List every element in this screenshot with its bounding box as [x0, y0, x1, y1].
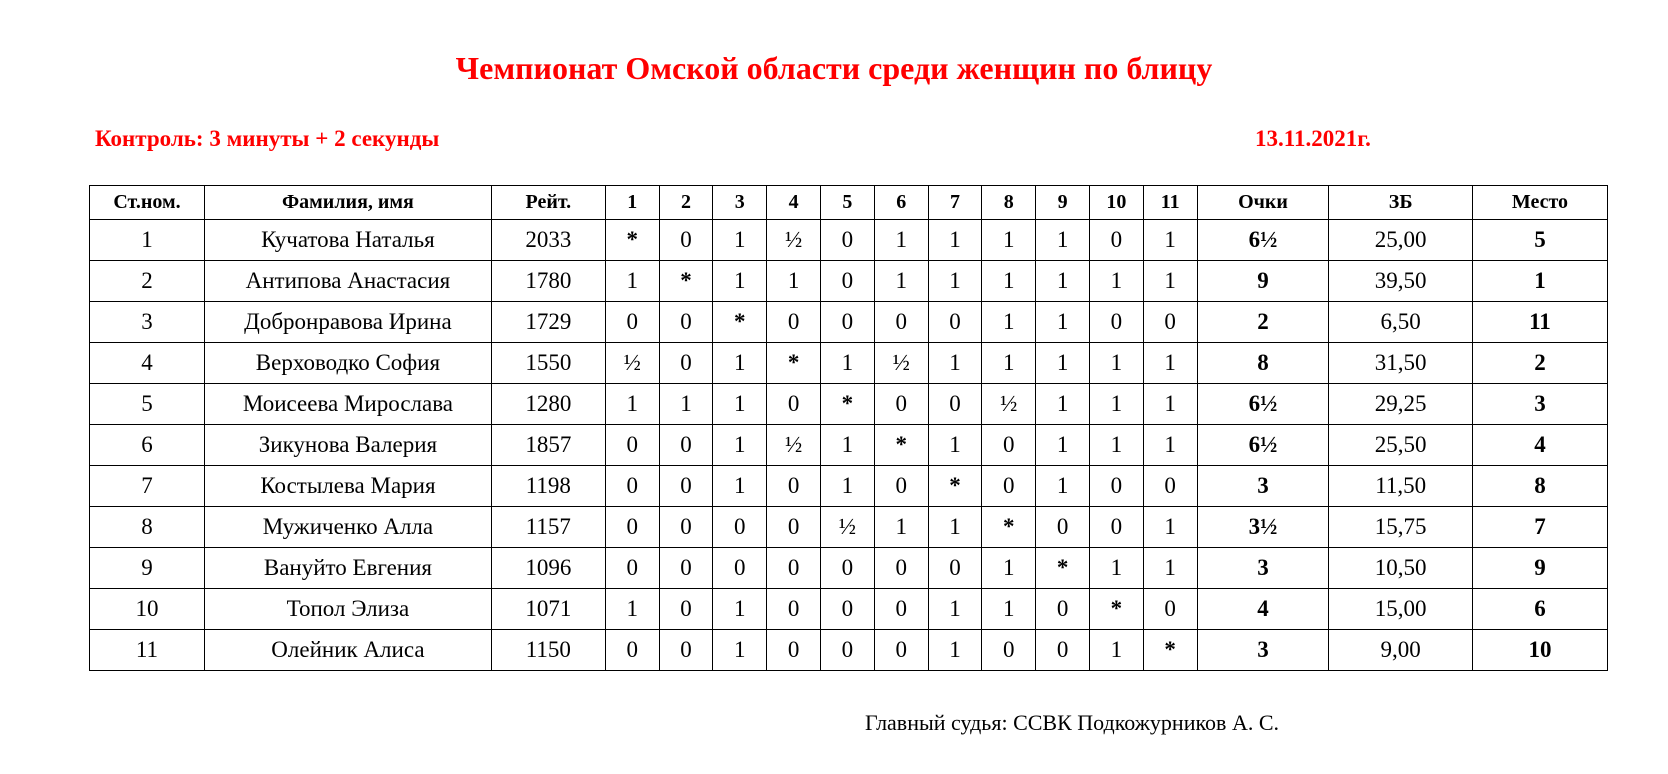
- result-cell: 1: [821, 343, 875, 384]
- table-row: [90, 302, 1608, 343]
- result-cell: 1: [928, 425, 982, 466]
- player-name-cell: Моисеева Мирослава: [204, 384, 491, 425]
- result-cell: 1: [713, 384, 767, 425]
- result-cell: *: [982, 507, 1036, 548]
- result-cell: 1: [1089, 630, 1143, 671]
- result-cell: 1: [713, 261, 767, 302]
- result-cell: 1: [1143, 220, 1197, 261]
- result-cell: ½: [767, 220, 821, 261]
- result-cell: 1: [928, 589, 982, 630]
- crosstable: [89, 185, 1608, 671]
- place-cell: 6: [1472, 589, 1607, 630]
- result-cell: 0: [659, 302, 713, 343]
- result-cell: 0: [1089, 302, 1143, 343]
- result-cell: 0: [821, 548, 875, 589]
- player-name-cell: Верховодко София: [204, 343, 491, 384]
- start-number-cell: 2: [90, 261, 205, 302]
- result-cell: 0: [605, 507, 659, 548]
- header-cell: 5: [821, 186, 875, 220]
- result-cell: *: [821, 384, 875, 425]
- tiebreak-cell: 15,00: [1329, 589, 1472, 630]
- start-number-cell: 11: [90, 630, 205, 671]
- table-row: [90, 425, 1608, 466]
- player-name-cell: Антипова Анастасия: [204, 261, 491, 302]
- result-cell: 0: [1143, 589, 1197, 630]
- header-cell: ЗБ: [1329, 186, 1472, 220]
- header-cell: 8: [982, 186, 1036, 220]
- place-cell: 2: [1472, 343, 1607, 384]
- header-cell: 3: [713, 186, 767, 220]
- result-cell: 1: [982, 220, 1036, 261]
- result-cell: 0: [659, 425, 713, 466]
- result-cell: 1: [821, 466, 875, 507]
- table-row: [90, 630, 1608, 671]
- result-cell: 0: [982, 630, 1036, 671]
- result-cell: 1: [1089, 425, 1143, 466]
- result-cell: 0: [659, 630, 713, 671]
- result-cell: *: [1036, 548, 1090, 589]
- result-cell: 0: [767, 548, 821, 589]
- result-cell: 1: [1036, 261, 1090, 302]
- result-cell: 0: [767, 589, 821, 630]
- result-cell: 0: [1143, 302, 1197, 343]
- header-cell: 2: [659, 186, 713, 220]
- table-body: [90, 220, 1608, 671]
- result-cell: 1: [767, 261, 821, 302]
- result-cell: 0: [928, 548, 982, 589]
- rating-cell: 1071: [491, 589, 605, 630]
- place-cell: 11: [1472, 302, 1607, 343]
- header-cell: 6: [874, 186, 928, 220]
- start-number-cell: 6: [90, 425, 205, 466]
- result-cell: 1: [1036, 343, 1090, 384]
- result-cell: 1: [605, 384, 659, 425]
- result-cell: 0: [605, 630, 659, 671]
- result-cell: 0: [1089, 220, 1143, 261]
- result-cell: 1: [1036, 466, 1090, 507]
- result-cell: 1: [874, 261, 928, 302]
- result-cell: 1: [982, 589, 1036, 630]
- place-cell: 8: [1472, 466, 1607, 507]
- result-cell: 1: [713, 220, 767, 261]
- result-cell: 1: [1143, 384, 1197, 425]
- time-control-label: Контроль: 3 минуты + 2 секунды: [95, 126, 440, 151]
- header-row: [90, 186, 1608, 220]
- tiebreak-cell: 39,50: [1329, 261, 1472, 302]
- result-cell: 0: [767, 630, 821, 671]
- points-cell: 3: [1197, 466, 1329, 507]
- points-cell: 2: [1197, 302, 1329, 343]
- result-cell: 1: [1143, 261, 1197, 302]
- result-cell: 1: [605, 261, 659, 302]
- result-cell: ½: [982, 384, 1036, 425]
- result-cell: 1: [982, 548, 1036, 589]
- player-name-cell: Костылева Мария: [204, 466, 491, 507]
- start-number-cell: 5: [90, 384, 205, 425]
- result-cell: 0: [605, 425, 659, 466]
- tiebreak-cell: 6,50: [1329, 302, 1472, 343]
- result-cell: 1: [713, 466, 767, 507]
- result-cell: 0: [1089, 507, 1143, 548]
- result-cell: *: [928, 466, 982, 507]
- result-cell: 1: [821, 425, 875, 466]
- rating-cell: 2033: [491, 220, 605, 261]
- player-name-cell: Добронравова Ирина: [204, 302, 491, 343]
- result-cell: 0: [874, 630, 928, 671]
- place-cell: 10: [1472, 630, 1607, 671]
- result-cell: *: [1143, 630, 1197, 671]
- start-number-cell: 7: [90, 466, 205, 507]
- result-cell: 0: [659, 507, 713, 548]
- result-cell: *: [874, 425, 928, 466]
- chief-judge-label: Главный судья: ССВК Подкожурников А. С.: [865, 710, 1280, 735]
- place-cell: 9: [1472, 548, 1607, 589]
- result-cell: 1: [928, 630, 982, 671]
- header-cell: Рейт.: [491, 186, 605, 220]
- result-cell: 1: [713, 425, 767, 466]
- result-cell: *: [767, 343, 821, 384]
- result-cell: 0: [659, 548, 713, 589]
- player-name-cell: Кучатова Наталья: [204, 220, 491, 261]
- result-cell: 1: [874, 507, 928, 548]
- start-number-cell: 1: [90, 220, 205, 261]
- table-row: [90, 384, 1608, 425]
- header-cell: Очки: [1197, 186, 1329, 220]
- table-row: [90, 261, 1608, 302]
- result-cell: 0: [1036, 630, 1090, 671]
- result-cell: 1: [982, 302, 1036, 343]
- rating-cell: 1729: [491, 302, 605, 343]
- start-number-cell: 4: [90, 343, 205, 384]
- header-cell: 9: [1036, 186, 1090, 220]
- header-cell: 10: [1089, 186, 1143, 220]
- tiebreak-cell: 9,00: [1329, 630, 1472, 671]
- result-cell: 1: [1036, 384, 1090, 425]
- result-cell: 0: [982, 466, 1036, 507]
- rating-cell: 1096: [491, 548, 605, 589]
- result-cell: 0: [821, 220, 875, 261]
- tiebreak-cell: 10,50: [1329, 548, 1472, 589]
- rating-cell: 1150: [491, 630, 605, 671]
- result-cell: 0: [874, 302, 928, 343]
- points-cell: 8: [1197, 343, 1329, 384]
- start-number-cell: 9: [90, 548, 205, 589]
- header-cell: 11: [1143, 186, 1197, 220]
- result-cell: 0: [821, 261, 875, 302]
- result-cell: 0: [874, 589, 928, 630]
- place-cell: 5: [1472, 220, 1607, 261]
- points-cell: 4: [1197, 589, 1329, 630]
- rating-cell: 1780: [491, 261, 605, 302]
- table-row: [90, 589, 1608, 630]
- result-cell: 0: [605, 302, 659, 343]
- points-cell: 3: [1197, 630, 1329, 671]
- header-cell: Место: [1472, 186, 1607, 220]
- points-cell: 3: [1197, 548, 1329, 589]
- place-cell: 3: [1472, 384, 1607, 425]
- result-cell: ½: [821, 507, 875, 548]
- player-name-cell: Зикунова Валерия: [204, 425, 491, 466]
- result-cell: *: [659, 261, 713, 302]
- result-cell: 0: [605, 466, 659, 507]
- start-number-cell: 8: [90, 507, 205, 548]
- result-cell: ½: [767, 425, 821, 466]
- tiebreak-cell: 25,50: [1329, 425, 1472, 466]
- header-cell: 1: [605, 186, 659, 220]
- result-cell: 0: [767, 384, 821, 425]
- result-cell: 1: [1143, 548, 1197, 589]
- rating-cell: 1550: [491, 343, 605, 384]
- result-cell: 1: [1036, 220, 1090, 261]
- result-cell: 0: [874, 548, 928, 589]
- points-cell: 6½: [1197, 220, 1329, 261]
- result-cell: 1: [1143, 507, 1197, 548]
- place-cell: 4: [1472, 425, 1607, 466]
- result-cell: *: [1089, 589, 1143, 630]
- result-cell: 0: [659, 589, 713, 630]
- result-cell: 0: [767, 507, 821, 548]
- result-cell: 1: [982, 261, 1036, 302]
- result-cell: *: [605, 220, 659, 261]
- table-row: [90, 220, 1608, 261]
- result-cell: ½: [605, 343, 659, 384]
- header-cell: 4: [767, 186, 821, 220]
- result-cell: ½: [874, 343, 928, 384]
- rating-cell: 1280: [491, 384, 605, 425]
- result-cell: 1: [713, 589, 767, 630]
- result-cell: 1: [1036, 302, 1090, 343]
- points-cell: 3½: [1197, 507, 1329, 548]
- result-cell: 1: [1089, 343, 1143, 384]
- header-cell: Ст.ном.: [90, 186, 205, 220]
- result-cell: 0: [874, 466, 928, 507]
- result-cell: 0: [713, 548, 767, 589]
- result-cell: 1: [928, 343, 982, 384]
- result-cell: 0: [767, 302, 821, 343]
- header-cell: Фамилия, имя: [204, 186, 491, 220]
- result-cell: 1: [928, 261, 982, 302]
- result-cell: 1: [1089, 261, 1143, 302]
- result-cell: 1: [713, 630, 767, 671]
- result-cell: 0: [605, 548, 659, 589]
- result-cell: 1: [713, 343, 767, 384]
- page-title: Чемпионат Омской области среди женщин по блицу: [455, 50, 1213, 86]
- player-name-cell: Олейник Алиса: [204, 630, 491, 671]
- result-cell: 1: [1089, 548, 1143, 589]
- start-number-cell: 3: [90, 302, 205, 343]
- result-cell: 0: [982, 425, 1036, 466]
- header-cell: 7: [928, 186, 982, 220]
- rating-cell: 1857: [491, 425, 605, 466]
- result-cell: 0: [1036, 507, 1090, 548]
- result-cell: 0: [713, 507, 767, 548]
- table-row: [90, 466, 1608, 507]
- result-cell: 0: [821, 589, 875, 630]
- result-cell: 0: [1143, 466, 1197, 507]
- result-cell: 1: [659, 384, 713, 425]
- result-cell: 0: [659, 466, 713, 507]
- table-row: [90, 343, 1608, 384]
- result-cell: 0: [928, 384, 982, 425]
- place-cell: 7: [1472, 507, 1607, 548]
- points-cell: 9: [1197, 261, 1329, 302]
- rating-cell: 1157: [491, 507, 605, 548]
- tiebreak-cell: 29,25: [1329, 384, 1472, 425]
- result-cell: 1: [928, 220, 982, 261]
- result-cell: 0: [821, 630, 875, 671]
- result-cell: 1: [1036, 425, 1090, 466]
- player-name-cell: Мужиченко Алла: [204, 507, 491, 548]
- result-cell: 0: [1036, 589, 1090, 630]
- result-cell: 1: [982, 343, 1036, 384]
- player-name-cell: Вануйто Евгения: [204, 548, 491, 589]
- rating-cell: 1198: [491, 466, 605, 507]
- tiebreak-cell: 31,50: [1329, 343, 1472, 384]
- table-row: [90, 507, 1608, 548]
- result-cell: *: [713, 302, 767, 343]
- result-cell: 1: [1143, 425, 1197, 466]
- result-cell: 1: [928, 507, 982, 548]
- tiebreak-cell: 15,75: [1329, 507, 1472, 548]
- player-name-cell: Топол Элиза: [204, 589, 491, 630]
- result-cell: 1: [605, 589, 659, 630]
- tiebreak-cell: 11,50: [1329, 466, 1472, 507]
- result-cell: 0: [821, 302, 875, 343]
- result-cell: 1: [1143, 343, 1197, 384]
- result-cell: 0: [659, 220, 713, 261]
- result-cell: 0: [767, 466, 821, 507]
- start-number-cell: 10: [90, 589, 205, 630]
- result-cell: 0: [874, 384, 928, 425]
- result-cell: 1: [874, 220, 928, 261]
- points-cell: 6½: [1197, 425, 1329, 466]
- result-cell: 0: [1089, 466, 1143, 507]
- tiebreak-cell: 25,00: [1329, 220, 1472, 261]
- points-cell: 6½: [1197, 384, 1329, 425]
- result-cell: 1: [1089, 384, 1143, 425]
- result-cell: 0: [928, 302, 982, 343]
- table-row: [90, 548, 1608, 589]
- place-cell: 1: [1472, 261, 1607, 302]
- result-cell: 0: [659, 343, 713, 384]
- tournament-date: 13.11.2021г.: [1255, 126, 1371, 151]
